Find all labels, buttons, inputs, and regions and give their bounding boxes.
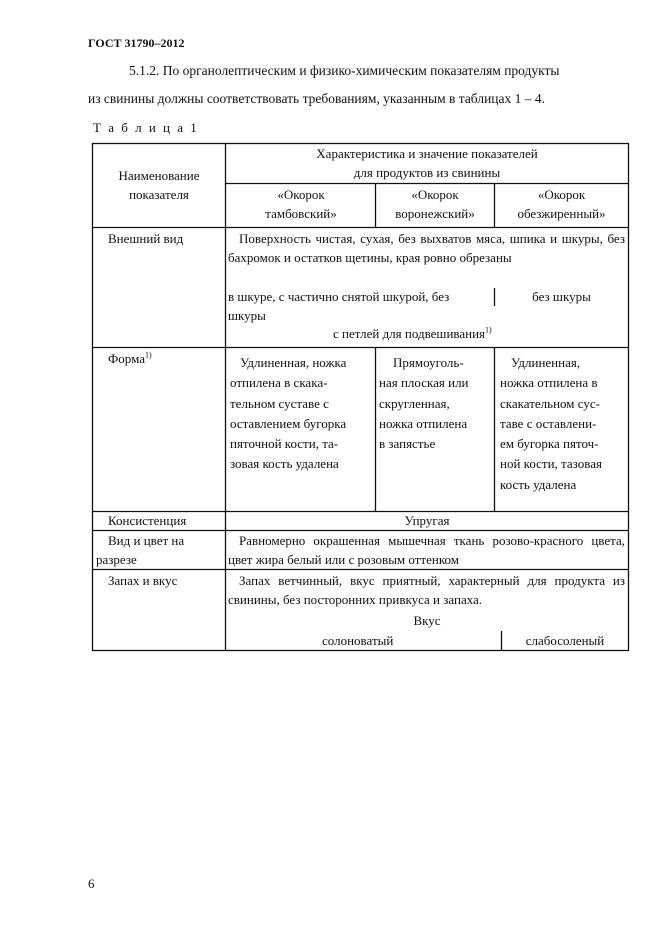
smell-value: Запах ветчинный, вкус приятный, характерный для продукта из свинины, без посторонних привкуса и запаха. (228, 573, 625, 607)
row-name-cut: Вид и цвет на разрезе (96, 533, 185, 567)
shape-obezzhirenny-text: Удлиненная, ножка отпилена в скакательном сус- таве с оставлени- ем бугорка пяточ- ной кости, тазовая кость удалена (500, 355, 602, 492)
taste-label: Вкус (413, 613, 441, 628)
appearance-common-text: Поверхность чистая, сухая, без выхватов мяса, шпика и шкуры, без бахромок и остатков щетины, края ровно обрезаны (228, 231, 625, 265)
page-number: 6 (88, 876, 95, 891)
row-name-appearance: Внешний вид (108, 231, 184, 246)
document-header: ГОСТ 31790–2012 (88, 36, 185, 50)
appearance-skin-text: в шкуре, с частично снятой шкурой, без шкуры (228, 289, 450, 323)
product-header-voronezhsky: «Окорок воронежский» (395, 187, 475, 221)
shape-tambovsky-text: Удлиненная, ножка отпилена в скака- тельном суставе с оставлением бугорка пяточной кости, та- зовая кость удалена (230, 355, 347, 472)
footnote-mark: 1) (485, 325, 492, 335)
column-header-indicator: Наименование показателя (118, 168, 200, 202)
consistency-value: Упругая (404, 513, 450, 528)
product-header-obezzhirenny: «Окорок обезжиренный» (517, 187, 606, 221)
intro-line-2: из свинины должны соответствовать требованиям, указанным в таблицах 1 – 4. (88, 91, 546, 106)
column-header-group: Характеристика и значение показателей для продуктов из свинины (316, 146, 538, 180)
intro-line-1: 5.1.2. По органолептическим и физико-химическим показателям продукты (129, 63, 560, 78)
appearance-loop-text: с петлей для подвешивания$^{1)}$ (333, 325, 492, 341)
footnote-mark: 1) (144, 350, 152, 360)
product-header-tambovsky: «Окорок тамбовский» (265, 187, 337, 221)
cut-value: Равномерно окрашенная мышечная ткань розово-красного цвета, цвет жира белый или с розовым оттенком (228, 533, 625, 567)
table-label: Т а б л и ц а 1 (93, 120, 199, 135)
row-name-consistency: Консистенция (108, 513, 187, 528)
appearance-no-skin-text: без шкуры (532, 289, 591, 304)
row-name-smell: Запах и вкус (108, 573, 178, 588)
row-name-shape: Форма$^{1)}$ (108, 350, 152, 366)
taste-tambovsky-voronezhsky: солоноватый (322, 633, 394, 648)
taste-obezzhirenny: слабосоленый (525, 633, 605, 648)
shape-voronezhsky-text: Прямоуголь- ная плоская или скругленная, ножка отпилена в запястье (379, 355, 469, 452)
